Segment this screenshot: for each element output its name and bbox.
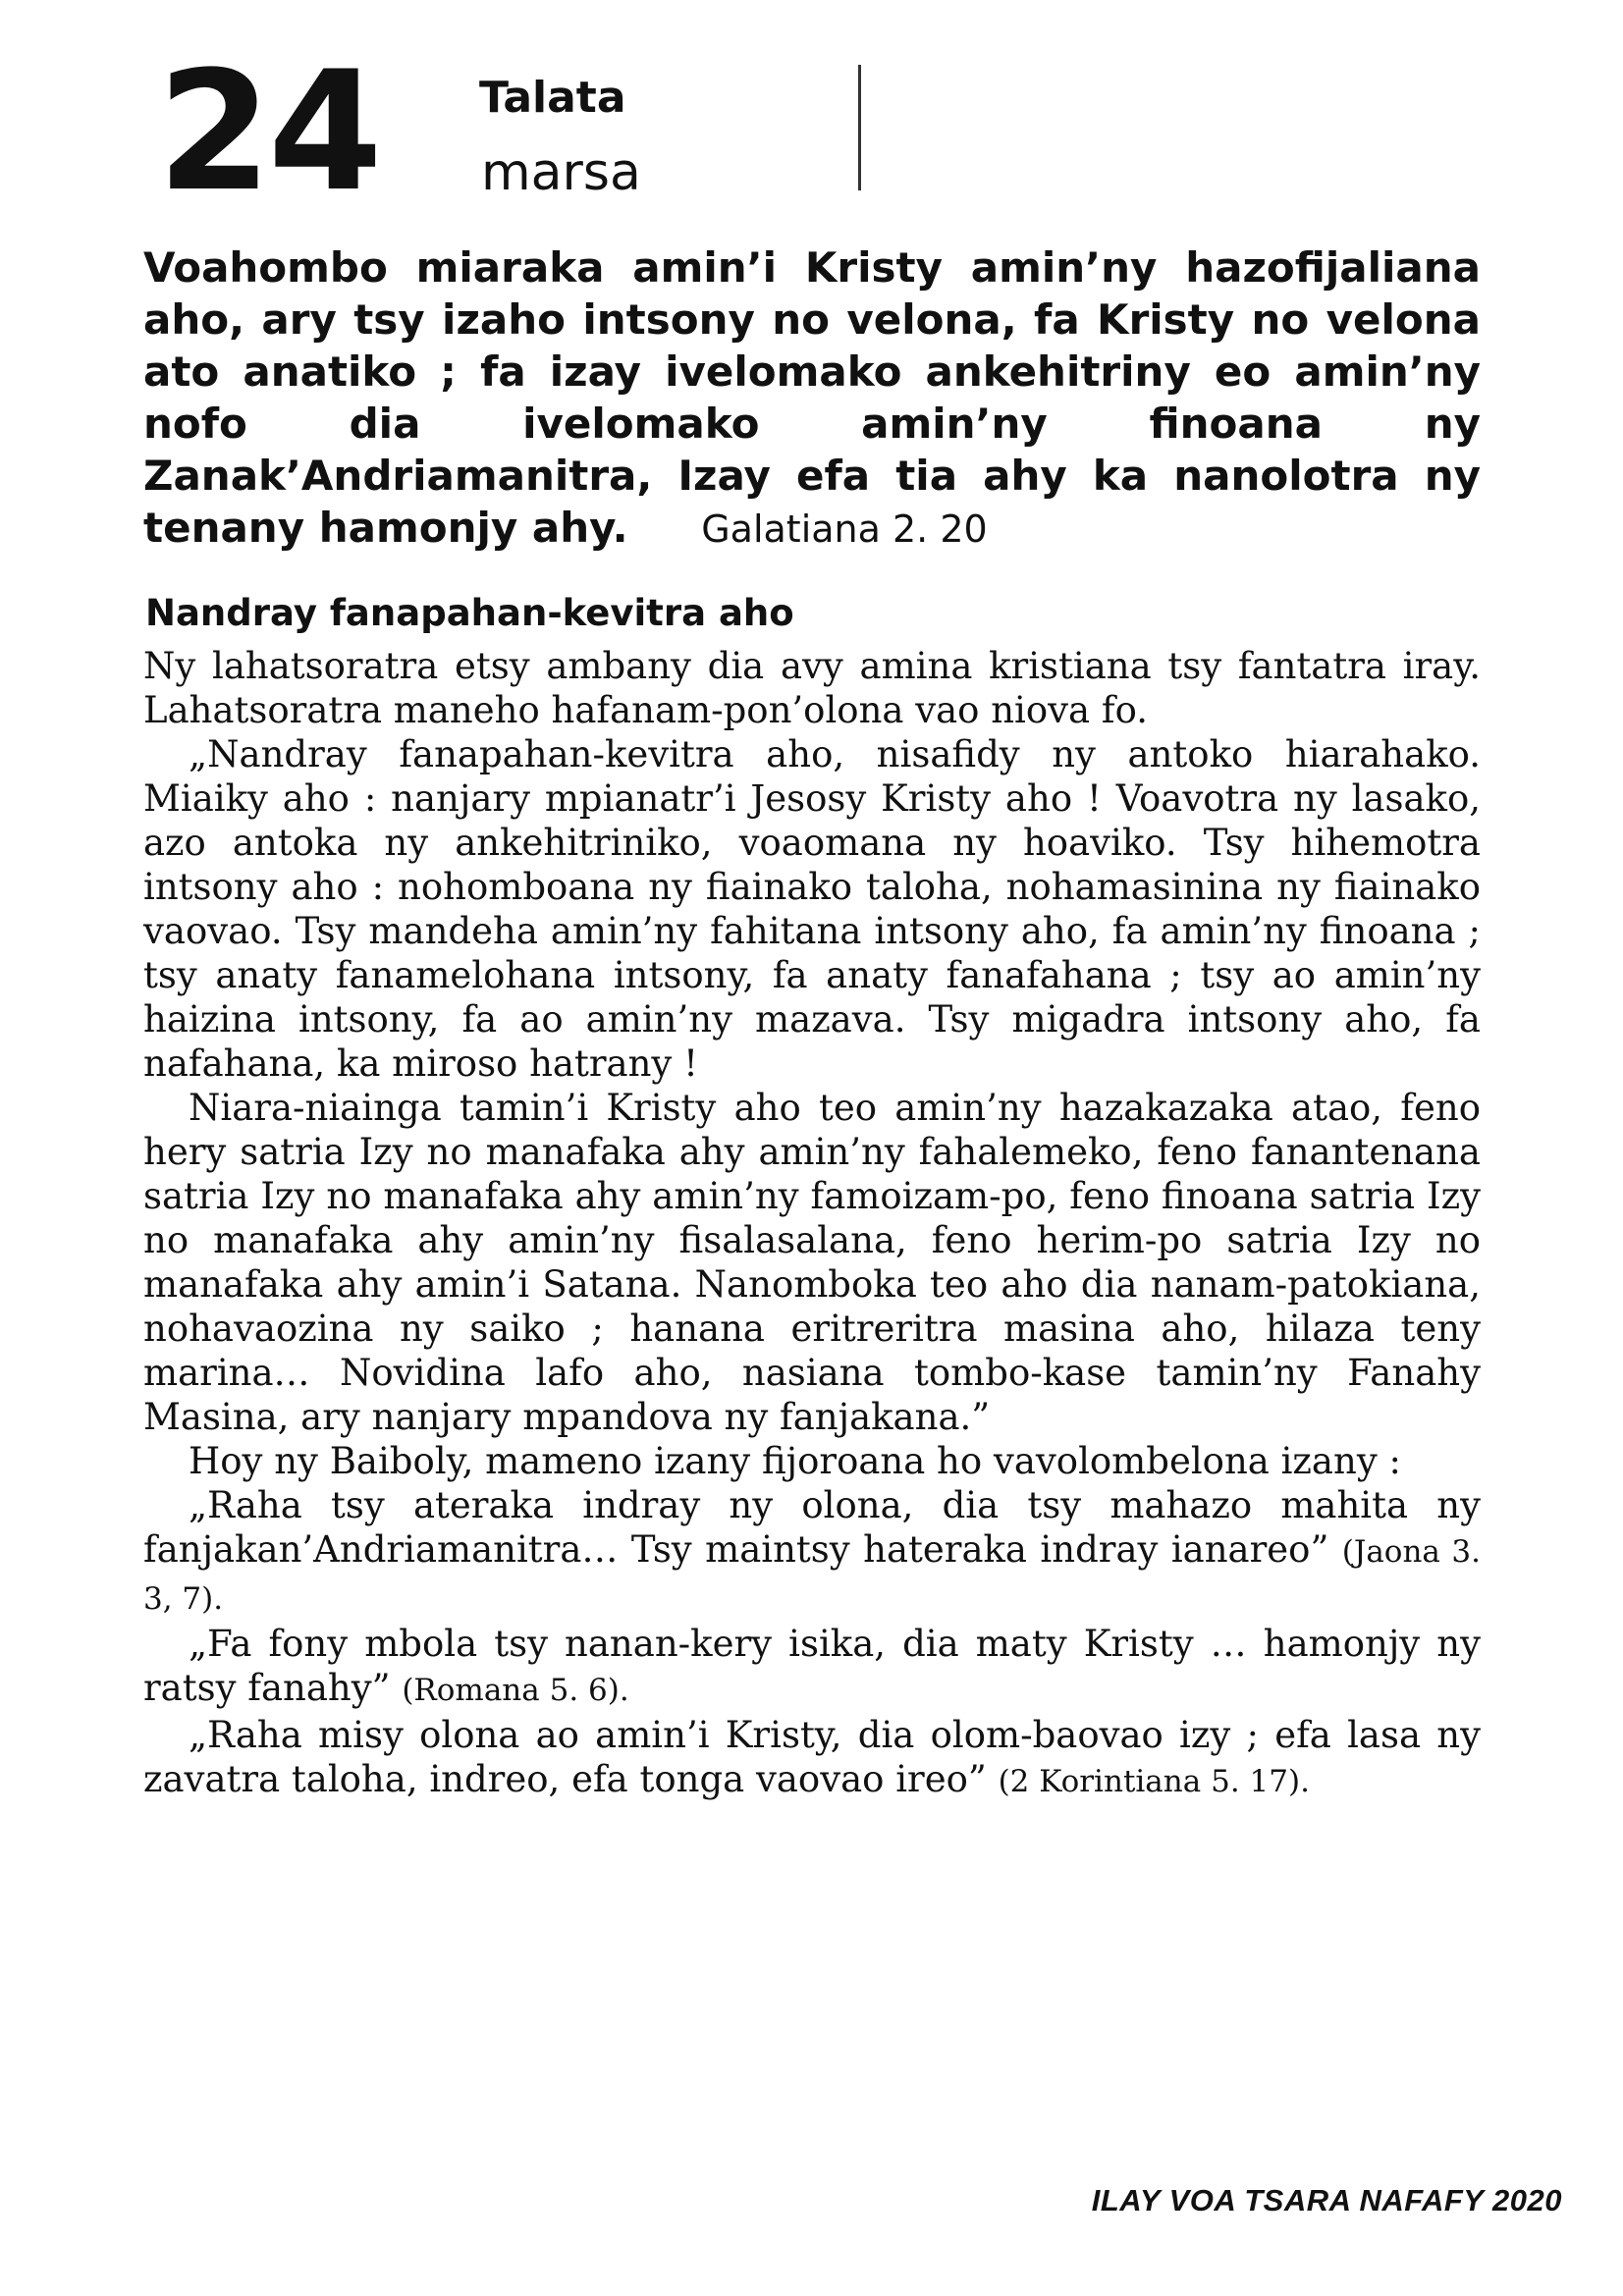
paragraph-testimony: „Nandray fanapahan-kevitra aho, nisafidy ny antoko hiarahako. Miaiky aho : nanjary mpianatr’i Jesosy Kristy aho ! Voavotra ny lasako, azo antoka ny ankehitriniko, voaomana ny hoaviko. Tsy hihemotra intsony aho : nohomboana ny fiainako taloha, nohamasinina ny fiainako vaovao. Tsy mandeha amin’ny fahitana intsony aho, fa amin’ny finoana ; tsy anaty fanamelohana intsony, fa anaty fanafahana ; tsy ao amin’ny haizina intsony, fa ao amin’ny mazava. Tsy migadra intsony aho, fa nafahana, ka miroso hatrany ! — [143, 733, 1481, 1085]
quote-romans — [143, 1622, 1481, 1713]
paragraph-bible-intro: Hoy ny Baiboly, mameno izany fijoroana ho vavolombelona izany : — [189, 1440, 1401, 1482]
paragraph-intro: Ny lahatsoratra etsy ambany dia avy amina kristiana tsy fantatra iray. Lahatsoratra maneho hafanam-pon’olona vao niova fo. — [143, 645, 1481, 731]
quote-reference: (2 Korintiana 5. 17). — [998, 1764, 1310, 1799]
month-label: marsa — [481, 143, 641, 202]
quote-corinthians — [143, 1713, 1481, 1804]
verse-reference: Galatiana 2. 20 — [701, 507, 988, 551]
day-number: 24 — [157, 35, 379, 228]
quote-text: „Raha misy olona ao amin’i Kristy, dia olom-baovao izy ; efa lasa ny zavatra taloha, indreo, efa tonga vaovao ireo” — [143, 1714, 1481, 1800]
daily-verse — [143, 241, 1481, 556]
quote-reference: (Romana 5. 6). — [402, 1673, 629, 1708]
quote-text: „Fa fony mbola tsy nanan-kery isika, dia maty Kristy … hamonjy ny ratsy fanahy” — [143, 1623, 1481, 1709]
paragraph-journey: Niara-niainga tamin’i Kristy aho teo amin’ny hazakazaka atao, feno hery satria Izy no manafaka ahy amin’ny fahalemeko, feno fanantenana satria Izy no manafaka ahy amin’ny famoizam-po, feno finoana satria Izy no manafaka ahy amin’ny fisalasalana, feno herim-po satria Izy no manafaka ahy amin’i Satana. Nanomboka teo aho dia nanam-patokiana, nohavaozina ny saiko ; hanana eritreritra masina aho, hilaza teny marina… Novidina lafo aho, nasiana tombo-kase tamin’ny Fanahy Masina, ary nanjary mpandova ny fanjakana.” — [143, 1087, 1481, 1438]
section-title: Nandray fanapahan-kevitra aho — [145, 592, 794, 634]
quote-john — [143, 1483, 1481, 1622]
quote-text: „Raha tsy ateraka indray ny olona, dia tsy mahazo mahita ny fanjakan’Andriamanitra… Tsy maintsy hateraka indray ianareo” — [143, 1484, 1481, 1571]
header-divider — [858, 65, 861, 190]
devotional-body — [143, 644, 1481, 1804]
weekday-label: Talata — [479, 73, 626, 123]
quote-reference: (Jaona 3. 3, 7). — [143, 1534, 1481, 1617]
footer-title: ILAY VOA TSARA NAFAFY 2020 — [1091, 2183, 1562, 2217]
verse-text: Voahombo miaraka amin’i Kristy amin’ny hazofijaliana aho, ary tsy izaho intsony no velona, fa Kristy no velona ato anatiko ; fa izay ivelomako ankehitriny eo amin’ny nofo dia ivelomako amin’ny finoana ny Zanak’Andriamanitra, Izay efa tia ahy ka nanolotra ny tenany hamonjy ahy. — [143, 243, 1481, 552]
